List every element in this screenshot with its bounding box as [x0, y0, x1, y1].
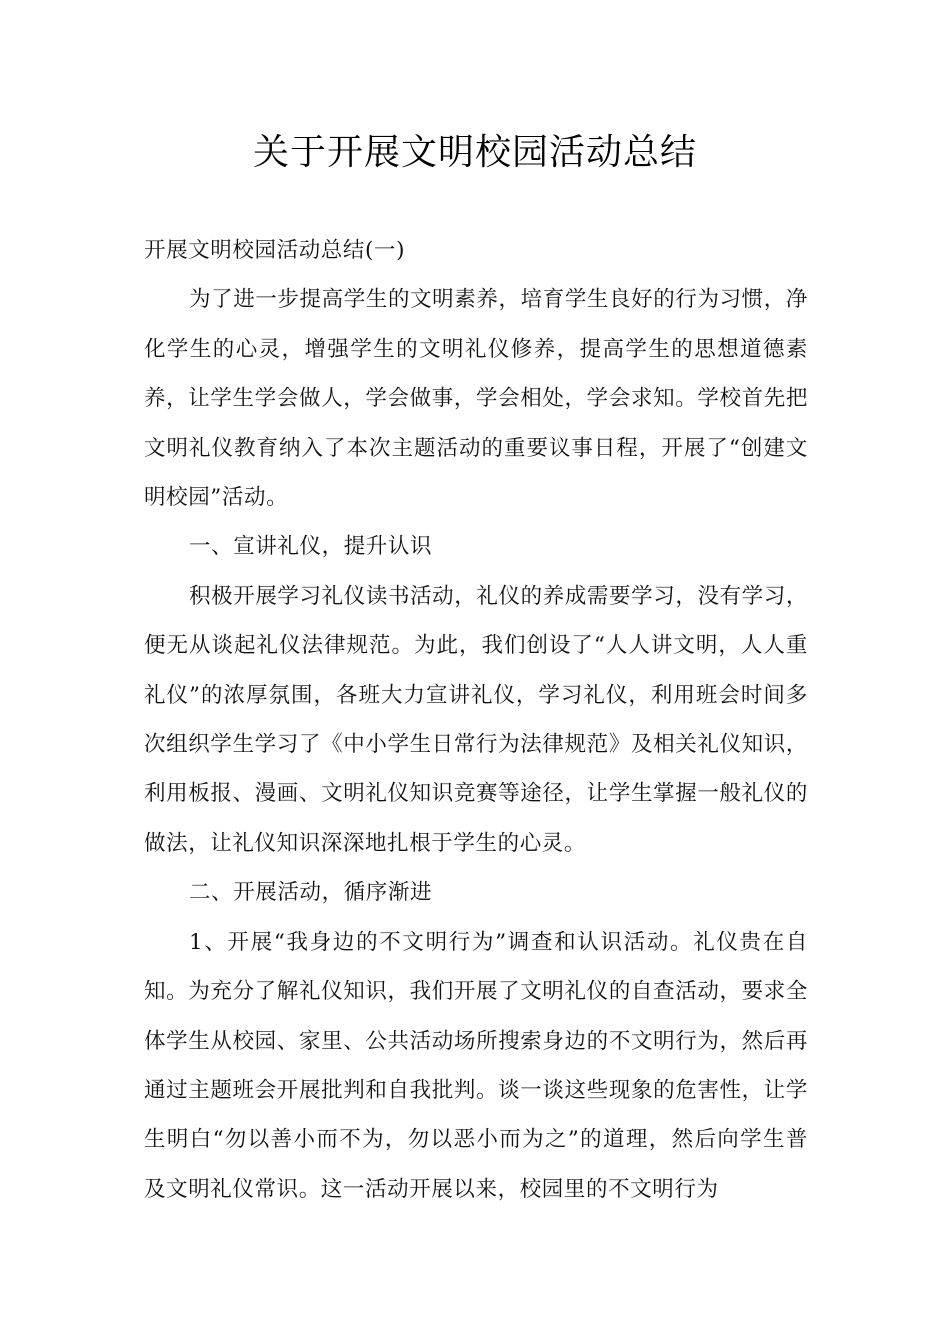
document-body: [144, 226, 808, 1214]
paragraph-intro: 为了进一步提高学生的文明素养，培育学生良好的行为习惯，净化学生的心灵，增强学生的文明礼仪修养，提高学生的思想道德素养，让学生学会做人，学会做事，学会相处，学会求知。学校首先把文明礼仪教育纳入了本次主题活动的重要议事日程，开展了“创建文明校园”活动。: [144, 287, 808, 511]
section-subtitle: 开展文明校园活动总结(一): [144, 238, 406, 263]
document-title: 关于开展文明校园活动总结: [252, 132, 697, 173]
paragraph-section-1: 积极开展学习礼仪读书活动，礼仪的养成需要学习，没有学习，便无从谈起礼仪法律规范。为此，我们创设了“人人讲文明，人人重礼仪”的浓厚氛围，各班大力宣讲礼仪，学习礼仪，利用班会时间多次组织学生学习了《中小学生日常行为法律规范》及相关礼仪知识，利用板报、漫画、文明礼仪知识竞赛等途径，让学生掌握一般礼仪的做法，让礼仪知识深深地扎根于学生的心灵。: [144, 583, 808, 856]
heading-section-1: 一、宣讲礼仪，提升认识: [189, 534, 433, 560]
paragraph-activity-1: 1、开展“我身边的不文明行为”调查和认识活动。礼仪贵在自知。为充分了解礼仪知识，我们开展了文明礼仪的自查活动，要求全体学生从校园、家里、公共活动场所搜索身边的不文明行为，然后再通过主题班会开展批判和自我批判。谈一谈这些现象的危害性，让学生明白“勿以善小而不为，勿以恶小而为之”的道理，然后向学生普及文明礼仪常识。这一活动开展以来，校园里的不文明行为: [144, 929, 808, 1202]
heading-section-2: 二、开展活动，循序渐进: [189, 880, 433, 906]
